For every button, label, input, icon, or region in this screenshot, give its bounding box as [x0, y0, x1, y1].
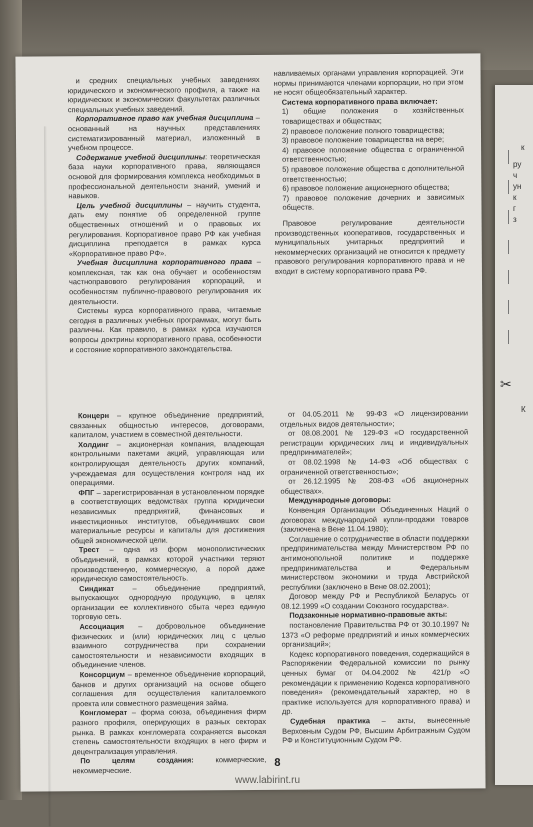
- definition-item: [70, 410, 264, 440]
- definition: : теоретическая база науки корпоративного права, являющаяся основой для формирования комплекса необходимых в профессиональной деятельности знаний, умений и навыков.: [68, 151, 261, 201]
- term: Конгломерат: [79, 708, 128, 718]
- paragraph: Правовое регулирование деятельности производственных кооперативов, государственных и муниципальных унитарных предприятий и некоммерческих организаций не относится к предмету правового регулирования корпоративного права и не входит в систему корпоративного права РФ.: [274, 217, 465, 276]
- bylaw-reference: Кодекс корпоративного поведения, содержащийся в Распоряжении Федеральной комиссии по рынку ценных бумаг от 04.04.2002 № 421/р «О рекомендации к применению Кодекса корпоративного поведения» (рекомендательный характер, но в практике используется для корпоративного права) и др.: [281, 648, 470, 717]
- definition: – временное объединение корпораций, банков и других организаций на основе общего соглашения для осуществления капиталоемкого проекта или совместного размещения займа.: [71, 668, 266, 709]
- paragraph: [68, 152, 260, 201]
- definition: – акты, вынесенные Верховным Судом РФ, Высшим Арбитражным Судом РФ и Конституционным Судом РФ.: [282, 715, 471, 745]
- definition: – комплексная, так как она обучает и особенностям частноправового регулирования корпораций, и особенностям публично-правового регулирования их деятельности.: [68, 257, 262, 306]
- list-item: 4) правовое положение общества с ограниченной ответственностью;: [282, 144, 465, 165]
- book-page: [15, 53, 485, 791]
- law-reference: от 04.05.2011 № 99-ФЗ «О лицензировании отдельных видов деятельности»;: [279, 408, 468, 429]
- definition: – добровольное объединение физических и (или) юридических лиц с целью взаимного сотрудничества при сохранении самостоятельности и независимости входящих в объединение членов.: [71, 620, 266, 670]
- adjacent-page-fragment: ру: [513, 160, 522, 169]
- adjacent-page: [495, 85, 533, 785]
- adjacent-page-fragment: к: [513, 193, 517, 202]
- term: ФПГ: [78, 487, 95, 497]
- definition-item: [71, 621, 265, 670]
- law-reference: от 26.12.1995 № 208-ФЗ «Об акционерных обществах».: [280, 475, 469, 496]
- list-item: 6) правовое положение акционерного общества;: [282, 182, 450, 193]
- list-heading: Система корпоративного права включает:: [281, 96, 438, 107]
- definition: – научить студента, дать ему понятие об определенной группе общественных отношений и о правовых их регулирования. Корпоративное право РФ как учебная дисциплина преподается в рамках курса «Корпоративное право РФ».: [68, 199, 261, 258]
- definition: – акционерная компания, владеющая контрольными пакетами акций, управляющая или контролирующая деятельность других компаний, учреждаемая для осуществления контроля над их операциями.: [70, 438, 265, 488]
- law-reference: от 08.02.1998 № 14-ФЗ «Об обществах с ограниченной ответственностью»;: [280, 456, 469, 477]
- top-right-column: [274, 68, 465, 277]
- list-item: 1) общие положения о хозяйственных товариществах и обществах;: [281, 105, 464, 126]
- definition-item: [72, 755, 266, 776]
- definition: – форма союза, объединения фирм разного профиля, оперирующих в разных секторах рынка. В рамках конгломерата сохраняется высокая степень самостоятельности входящих в него фирм и децентрализация управления.: [72, 707, 267, 757]
- adjacent-page-fragment: К: [521, 405, 526, 414]
- term: Судебная практика: [290, 716, 370, 726]
- definition-item: [282, 715, 470, 745]
- bylaw-reference: постановление Правительства РФ от 30.10.1997 № 1373 «О реформе предприятий и иных коммерческих организаций»;: [281, 619, 470, 650]
- definition-item: [72, 707, 266, 756]
- paragraph: и средних специальных учебных заведениях юридического и экономического профиля, а также на юридических и экономических факультетах различных специальных учебных заведений.: [67, 74, 260, 115]
- section-heading: Подзаконные нормативно-правовые акты:: [289, 610, 448, 621]
- adjacent-page-fragment: г: [513, 204, 516, 213]
- paragraph: [68, 113, 260, 153]
- bottom-right-column: [280, 408, 470, 745]
- cut-line-dash: [508, 270, 509, 284]
- law-reference: от 08.08.2001 № 129-ФЗ «О государственной регистрации юридических лиц и индивидуальных предпринимателей»;: [280, 427, 469, 458]
- cut-line-dash: [508, 240, 509, 254]
- paragraph: Системы курса корпоративного права, читаемые сегодня в различных учебных программах, могут быть различны. Как правило, в рамках курса изучаются вопросы доктрины корпоративного права, особенности и состояние корпоративного законодательства.: [69, 305, 262, 354]
- term: Корпоративное право как учебная дисциплина: [75, 113, 254, 124]
- adjacent-page-fragment: к: [521, 143, 525, 152]
- definition: – крупное объединение предприятий, связанных общностью интересов, договорами, капиталом, участием в совместной деятельности.: [69, 409, 265, 440]
- definition: – зарегистрированная в установленном порядке в соответствующих ведомствах группа юридически независимых предприятий, финансовых и инвестиционных институтов, объединивших свои материальные ресурсы и капиталы для достижения общей экономической цели.: [70, 486, 265, 545]
- term: Холдинг: [78, 439, 109, 449]
- cut-line-dash: [508, 300, 509, 314]
- definition-item: [70, 439, 264, 488]
- definition-item: [70, 487, 264, 546]
- list-item: 7) правовое положение дочерних и зависимых обществ.: [282, 192, 465, 213]
- definition: коммерческие, некоммерческие.: [72, 755, 267, 776]
- bottom-left-column: [70, 410, 267, 776]
- cut-line-dash: [508, 330, 509, 344]
- list-item: 2) правовое положение полного товарищества;: [281, 125, 445, 136]
- cut-line-dash: [508, 150, 509, 164]
- definition-item: [72, 669, 266, 709]
- treaty-reference: Конвенция Организации Объединенных Наций о договорах международной купли-продажи товаров (заключена в Вене 11.04.1980);: [280, 504, 469, 534]
- top-left-column: [68, 75, 262, 355]
- list-item: 5) правовое положение общества с дополнительной ответственностью;: [282, 163, 465, 184]
- treaty-reference: Соглашение о сотрудничестве в области поддержки предпринимательства между Министерством РФ по антимонопольной политике и поддержке предпринимательства и Федеральным министерством экономики и труда Австрийской республики (заключено в Вене 08.02.2001);: [280, 533, 470, 592]
- term: Содержание учебной дисциплины: [76, 152, 206, 162]
- treaty-reference: Договор между РФ и Республикой Беларусь от 08.12.1999 «О создании Союзного государства».: [281, 590, 470, 611]
- page-number: 8: [274, 756, 281, 769]
- definition: – одна из форм монополистических объединений, в рамках которой участники теряют производственную, коммерческую, а порой даже юридическую самостоятельность.: [70, 544, 266, 584]
- cut-line-dash: [508, 210, 509, 224]
- system-list: [274, 106, 465, 213]
- adjacent-page-fragment: з: [513, 215, 517, 224]
- term: Ассоциация: [79, 621, 125, 632]
- term: Трест: [78, 545, 100, 555]
- paragraph: [68, 200, 260, 259]
- definition: – объединение предприятий, выпускающих однородную продукцию, в целях организации ее коллективного сбыта через единую торговую сеть.: [71, 582, 266, 622]
- adjacent-page-fragment: ч: [513, 171, 518, 180]
- definition: – основанный на научных представлениях систематизированный материал, изложенный в учебном процессе.: [67, 113, 261, 153]
- term: Учебная дисциплина корпоративного права: [76, 257, 252, 268]
- term: Концерн: [77, 410, 110, 421]
- paragraph: [69, 257, 261, 306]
- watermark: www.labirint.ru: [235, 775, 301, 786]
- page-fold-shadow: [44, 126, 52, 826]
- list-item: 3) правовое положение товарищества на вере;: [282, 134, 445, 145]
- paragraph: навливаемых органами управления корпорацией. Эти нормы принимаются членами корпорации, но при этом не носят общеобязательный характер.: [273, 67, 464, 98]
- adjacent-page-fragment: ун: [513, 182, 522, 191]
- definition-item: [71, 544, 265, 584]
- term: По целям создания:: [80, 755, 194, 766]
- term: Цель учебной дисциплины: [76, 200, 183, 210]
- scissors-icon: ✂: [500, 376, 512, 392]
- term: Синдикат: [79, 583, 115, 593]
- section-heading: Международные договоры:: [288, 495, 391, 506]
- cut-line-dash: [508, 180, 509, 194]
- definition-item: [71, 583, 265, 623]
- term: Консорциум: [79, 669, 125, 680]
